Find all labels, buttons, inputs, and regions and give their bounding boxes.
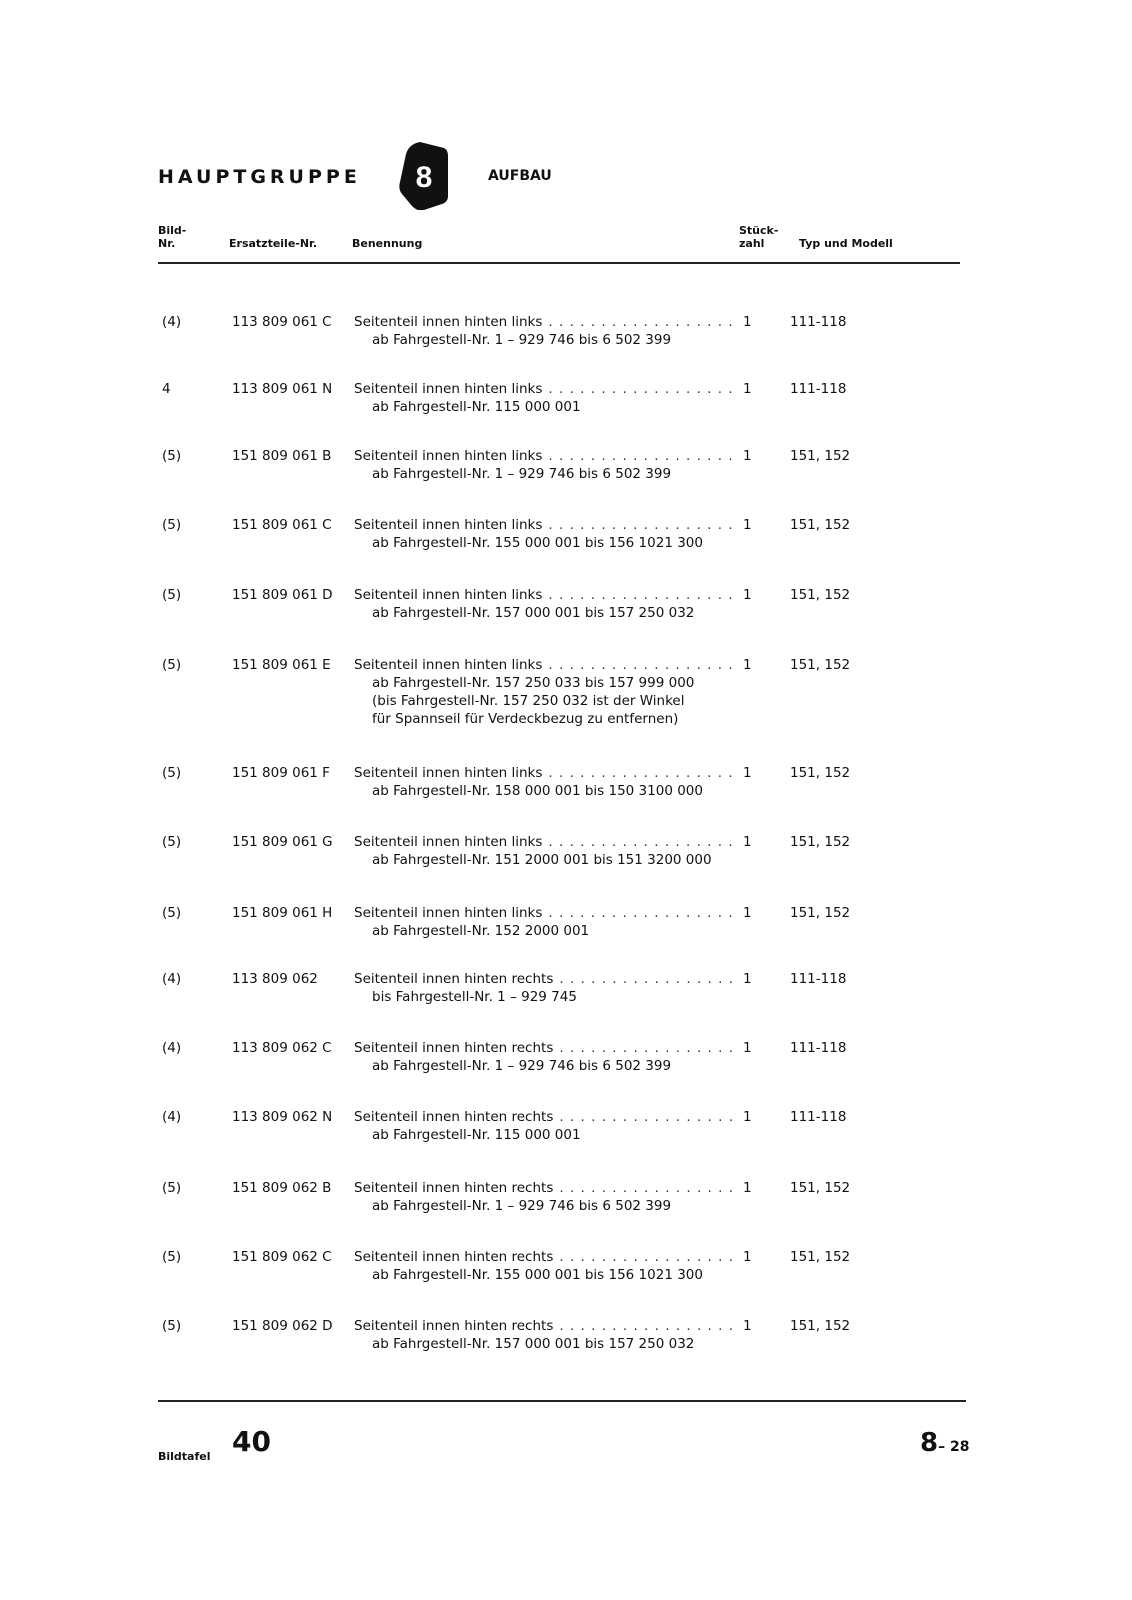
leader-dots [548, 447, 734, 465]
type-model: 151, 152 [790, 1318, 851, 1334]
bild-nr: (4) [162, 1109, 182, 1125]
benennung [354, 970, 734, 1006]
part-detail: (bis Fahrgestell-Nr. 157 250 032 ist der Winkel [372, 693, 685, 709]
part-detail: ab Fahrgestell-Nr. 155 000 001 bis 156 1021 300 [372, 1267, 703, 1283]
bild-nr: 4 [162, 381, 171, 397]
bild-nr: (5) [162, 448, 182, 464]
benennung [354, 1039, 734, 1075]
part-detail: ab Fahrgestell-Nr. 1 – 929 746 bis 6 502 399 [372, 1058, 672, 1074]
bildtafel-label: Bildtafel [158, 1450, 211, 1463]
part-name-line [354, 970, 734, 988]
part-name: Seitenteil innen hinten links [354, 448, 543, 464]
part-name-line [354, 1039, 734, 1057]
part-number: 151 809 062 D [232, 1318, 333, 1334]
part-detail: ab Fahrgestell-Nr. 1 – 929 746 bis 6 502 399 [372, 1198, 672, 1214]
quantity: 1 [743, 765, 752, 781]
leader-dots [548, 313, 734, 331]
benennung [354, 656, 734, 728]
part-number: 151 809 061 F [232, 765, 330, 781]
part-name-line [354, 586, 734, 604]
type-model: 151, 152 [790, 657, 851, 673]
leader-dots [559, 970, 734, 988]
section-title: AUFBAU [488, 168, 552, 184]
leader-dots [559, 1248, 734, 1266]
part-detail: bis Fahrgestell-Nr. 1 – 929 745 [372, 989, 577, 1005]
page-header [158, 142, 978, 212]
part-number: 151 809 061 B [232, 448, 332, 464]
group-number: 8 [415, 161, 433, 194]
bild-nr: (5) [162, 834, 182, 850]
type-model: 111-118 [790, 1040, 847, 1056]
leader-dots [548, 764, 734, 782]
part-detail: ab Fahrgestell-Nr. 1 – 929 746 bis 6 502 399 [372, 332, 672, 348]
part-name-line [354, 1248, 734, 1266]
quantity: 1 [743, 1318, 752, 1334]
part-name-line [354, 447, 734, 465]
benennung [354, 380, 734, 416]
quantity: 1 [743, 834, 752, 850]
part-number: 151 809 061 H [232, 905, 333, 921]
header-rule [158, 262, 960, 264]
benennung [354, 1248, 734, 1284]
part-detail: ab Fahrgestell-Nr. 157 000 001 bis 157 250 032 [372, 605, 695, 621]
benennung [354, 833, 734, 869]
benennung [354, 764, 734, 800]
part-number: 113 809 062 N [232, 1109, 333, 1125]
leader-dots [559, 1179, 734, 1197]
benennung [354, 1317, 734, 1353]
quantity: 1 [743, 1249, 752, 1265]
part-detail: ab Fahrgestell-Nr. 157 250 033 bis 157 999 000 [372, 675, 695, 691]
quantity: 1 [743, 587, 752, 603]
type-model: 151, 152 [790, 834, 851, 850]
type-model: 151, 152 [790, 1249, 851, 1265]
part-name-line [354, 380, 734, 398]
part-detail: ab Fahrgestell-Nr. 115 000 001 [372, 1127, 581, 1143]
benennung [354, 1179, 734, 1215]
type-model: 151, 152 [790, 448, 851, 464]
bild-nr: (5) [162, 905, 182, 921]
part-detail: ab Fahrgestell-Nr. 155 000 001 bis 156 1021 300 [372, 535, 703, 551]
part-name-line [354, 1108, 734, 1126]
leader-dots [548, 516, 734, 534]
part-name-line [354, 656, 734, 674]
group-title: HAUPTGRUPPE [158, 166, 361, 188]
part-name: Seitenteil innen hinten rechts [354, 1109, 554, 1125]
part-name: Seitenteil innen hinten rechts [354, 1249, 554, 1265]
part-detail: ab Fahrgestell-Nr. 1 – 929 746 bis 6 502 399 [372, 466, 672, 482]
column-header-bild-nr: Bild- Nr. [158, 224, 187, 250]
benennung [354, 447, 734, 483]
part-number: 151 809 062 C [232, 1249, 332, 1265]
benennung [354, 586, 734, 622]
type-model: 151, 152 [790, 1180, 851, 1196]
part-number: 151 809 061 C [232, 517, 332, 533]
quantity: 1 [743, 1180, 752, 1196]
quantity: 1 [743, 448, 752, 464]
type-model: 151, 152 [790, 517, 851, 533]
type-model: 111-118 [790, 314, 847, 330]
part-name: Seitenteil innen hinten rechts [354, 971, 554, 987]
quantity: 1 [743, 314, 752, 330]
leader-dots [559, 1108, 734, 1126]
part-name: Seitenteil innen hinten links [354, 314, 543, 330]
part-detail: ab Fahrgestell-Nr. 115 000 001 [372, 399, 581, 415]
benennung [354, 516, 734, 552]
leader-dots [548, 586, 734, 604]
part-name: Seitenteil innen hinten links [354, 657, 543, 673]
part-name-line [354, 833, 734, 851]
part-number: 113 809 062 [232, 971, 318, 987]
quantity: 1 [743, 1109, 752, 1125]
bild-nr: (5) [162, 1180, 182, 1196]
part-number: 151 809 061 D [232, 587, 333, 603]
part-name: Seitenteil innen hinten rechts [354, 1040, 554, 1056]
leader-dots [548, 656, 734, 674]
part-detail: für Spannseil für Verdeckbezug zu entfernen) [372, 711, 679, 727]
bild-nr: (4) [162, 314, 182, 330]
column-header-ersatzteile-nr: Ersatzteile-Nr. [229, 237, 318, 250]
type-model: 111-118 [790, 971, 847, 987]
column-header-benennung: Benennung [352, 237, 423, 250]
part-name: Seitenteil innen hinten links [354, 765, 543, 781]
part-name: Seitenteil innen hinten links [354, 905, 543, 921]
part-detail: ab Fahrgestell-Nr. 151 2000 001 bis 151 3200 000 [372, 852, 712, 868]
part-name: Seitenteil innen hinten links [354, 517, 543, 533]
type-model: 111-118 [790, 1109, 847, 1125]
bild-nr: (4) [162, 1040, 182, 1056]
footer-rule [158, 1400, 966, 1402]
page-number-main: 8 [920, 1428, 939, 1458]
page-number [920, 1428, 969, 1458]
part-detail: ab Fahrgestell-Nr. 158 000 001 bis 150 3100 000 [372, 783, 703, 799]
part-name: Seitenteil innen hinten rechts [354, 1318, 554, 1334]
benennung [354, 904, 734, 940]
part-name-line [354, 516, 734, 534]
part-name-line [354, 904, 734, 922]
part-name: Seitenteil innen hinten rechts [354, 1180, 554, 1196]
bild-nr: (5) [162, 1249, 182, 1265]
bild-nr: (5) [162, 765, 182, 781]
part-number: 151 809 062 B [232, 1180, 332, 1196]
part-name: Seitenteil innen hinten links [354, 834, 543, 850]
quantity: 1 [743, 657, 752, 673]
part-number: 151 809 061 G [232, 834, 333, 850]
bild-nr: (4) [162, 971, 182, 987]
quantity: 1 [743, 381, 752, 397]
leader-dots [559, 1039, 734, 1057]
part-name: Seitenteil innen hinten links [354, 381, 543, 397]
bild-nr: (5) [162, 517, 182, 533]
quantity: 1 [743, 517, 752, 533]
part-number: 113 809 061 N [232, 381, 333, 397]
bildtafel-number: 40 [232, 1425, 271, 1458]
leader-dots [548, 833, 734, 851]
bild-nr: (5) [162, 587, 182, 603]
part-name-line [354, 1317, 734, 1335]
quantity: 1 [743, 971, 752, 987]
bild-nr: (5) [162, 1318, 182, 1334]
part-name-line [354, 764, 734, 782]
page-number-sub: – 28 [938, 1439, 970, 1455]
benennung [354, 1108, 734, 1144]
quantity: 1 [743, 905, 752, 921]
part-name: Seitenteil innen hinten links [354, 587, 543, 603]
leader-dots [548, 380, 734, 398]
column-header-typ-modell: Typ und Modell [799, 237, 893, 250]
type-model: 111-118 [790, 381, 847, 397]
part-name-line [354, 313, 734, 331]
type-model: 151, 152 [790, 765, 851, 781]
type-model: 151, 152 [790, 905, 851, 921]
leader-dots [548, 904, 734, 922]
part-number: 113 809 062 C [232, 1040, 332, 1056]
bild-nr: (5) [162, 657, 182, 673]
group-number-badge [398, 142, 448, 210]
leader-dots [559, 1317, 734, 1335]
benennung [354, 313, 734, 349]
quantity: 1 [743, 1040, 752, 1056]
column-header-stueckzahl: Stück- zahl [739, 224, 779, 250]
type-model: 151, 152 [790, 587, 851, 603]
part-name-line [354, 1179, 734, 1197]
part-detail: ab Fahrgestell-Nr. 152 2000 001 [372, 923, 590, 939]
part-number: 151 809 061 E [232, 657, 331, 673]
part-detail: ab Fahrgestell-Nr. 157 000 001 bis 157 250 032 [372, 1336, 695, 1352]
part-number: 113 809 061 C [232, 314, 332, 330]
